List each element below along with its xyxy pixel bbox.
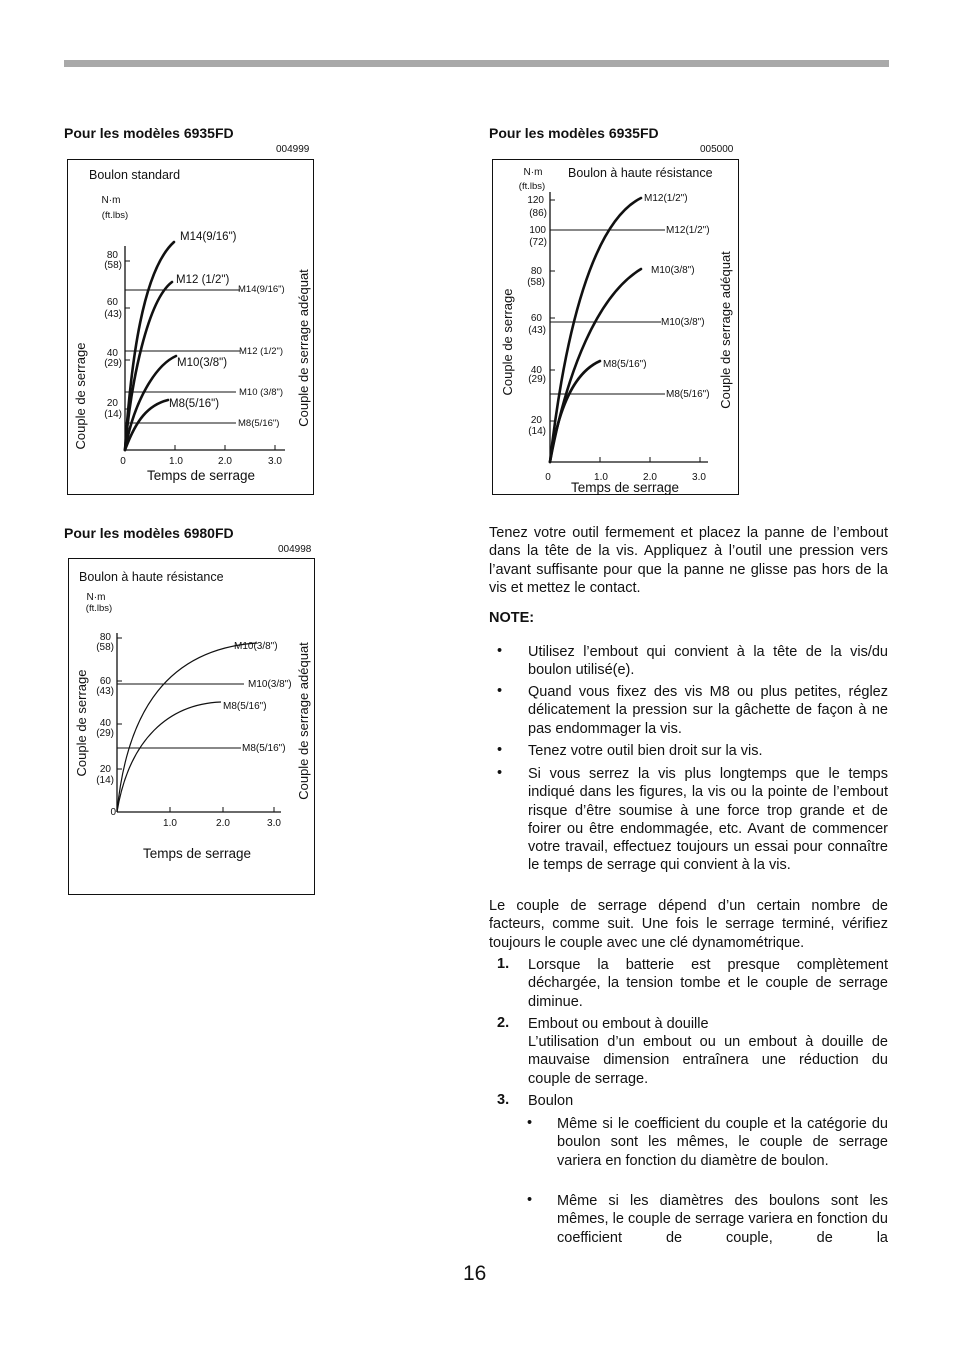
note-bullet: Utilisez l’embout qui convient à la tête de la vis/du boulon utilisé(e). [528, 644, 888, 679]
chart-c-svg [69, 559, 316, 896]
list-number: 1. [497, 956, 510, 972]
x-tick-label: 3.0 [268, 456, 282, 467]
factor-item-title: Boulon [528, 1093, 574, 1109]
x-tick-label: 3.0 [692, 472, 706, 483]
y-tick-sublabel: (43) [528, 325, 546, 336]
header-rule [64, 60, 889, 67]
chart-b-svg [493, 160, 740, 496]
curve-label: M12(1/2") [644, 193, 688, 204]
chart-c-title: Pour les modèles 6980FD [64, 525, 234, 541]
ref-line-label: M10(3/8") [248, 679, 292, 690]
chart-a-svg [68, 160, 315, 496]
ref-line-label: M8(5/16") [242, 743, 286, 754]
curve-m12 [550, 198, 641, 462]
bolt-type-label: Boulon à haute résistance [568, 166, 713, 180]
unit-nm: N·m [523, 167, 543, 178]
y-tick-sublabel: (14) [96, 775, 114, 786]
chart-a-code: 004999 [276, 144, 310, 155]
ref-line-label: M10 (3/8") [239, 387, 284, 398]
note-bullet: Quand vous fixez des vis M8 ou plus petites, réglez délicatement la pression sur la gâchette de façon à ne pas endommager la vis. [528, 684, 888, 737]
chart-b-code: 005000 [700, 144, 734, 155]
x-origin-label: 0 [120, 456, 126, 467]
bolt-type-label: Boulon à haute résistance [79, 570, 224, 584]
y-origin-label: 0 [110, 807, 116, 818]
factor-item-title: Embout ou embout à douille [528, 1016, 709, 1032]
bullet-mark: • [527, 1115, 533, 1131]
y-tick-sublabel: (43) [96, 686, 114, 697]
x-axis-label: Temps de serrage [142, 846, 252, 861]
curve-m10 [117, 643, 257, 812]
y-tick-label: 40 [106, 348, 118, 359]
x-origin-label: 0 [545, 472, 551, 483]
y-tick-sublabel: (58) [96, 642, 114, 653]
x-axis-label: Temps de serrage [146, 468, 256, 483]
bolt-type-label: Boulon standard [89, 168, 181, 182]
curve-label: M10(3/8") [651, 265, 695, 276]
x-tick-label: 2.0 [218, 456, 232, 467]
y-axis-label: Couple de serrage [74, 669, 89, 777]
x-axis-label: Temps de serrage [570, 480, 680, 495]
x-tick-label: 1.0 [594, 472, 608, 483]
x-tick-label: 2.0 [216, 818, 230, 829]
x-tick-label: 1.0 [169, 456, 183, 467]
ref-line-label: M8(5/16") [238, 418, 280, 429]
factor-item: Lorsque la batterie est presque complètement déchargée, la tension tombe et le couple de serrage diminue. [528, 957, 888, 1010]
curve-label: M10(3/8") [177, 357, 228, 369]
curve-label: M8(5/16") [169, 398, 220, 410]
curve-label: M10(3/8") [234, 641, 278, 652]
y-tick-sublabel: (14) [528, 426, 546, 437]
curve-m8 [117, 702, 221, 812]
note-bullet: Tenez votre outil bien droit sur la vis. [528, 743, 763, 759]
y-tick-label: 40 [99, 718, 111, 729]
ref-line-label: M12 (1/2") [239, 346, 284, 357]
note-heading: NOTE: [489, 610, 535, 626]
ref-line-label: M12(1/2") [666, 225, 710, 236]
y-tick-label: 20 [106, 398, 118, 409]
bullet-mark: • [497, 683, 503, 699]
y-tick-label: 40 [530, 365, 542, 376]
y-tick-label: 60 [99, 676, 111, 687]
chart-c [68, 558, 315, 895]
y-tick-sublabel: (14) [104, 409, 122, 420]
chart-c-code: 004998 [278, 544, 312, 555]
chart-b [492, 159, 739, 495]
ref-line-label: M14(9/16") [238, 284, 285, 295]
y-tick-label: 120 [527, 195, 544, 206]
y-tick-sublabel: (86) [529, 208, 547, 219]
note-bullet: Si vous serrez la vis plus longtemps que le temps indiqué dans les figures, la vis ou la pointe de l’embout risque d’être soumise à une force trop grande et de foirer ou être endommagée, etc. Avant de commencer votre travail, effectuez toujours un essai pour connaître le temps de serrage qui convient à la vis. [528, 766, 888, 874]
bullet-mark: • [497, 742, 503, 758]
bullet-mark: • [497, 643, 503, 659]
sub-bullet: Même si le coefficient du couple et la catégorie du boulon sont les mêmes, le couple de serrage variera en fonction du diamètre de boulon. [557, 1116, 888, 1169]
unit-ftlbs: (ft.lbs) [101, 210, 129, 221]
factors-paragraph: Le couple de serrage dépend d’un certain nombre de facteurs, comme suit. Une fois le serrage terminé, vérifiez toujours le couple avec une clé dynamométrique. [489, 898, 888, 951]
y-tick-label: 80 [530, 266, 542, 277]
list-number: 3. [497, 1092, 510, 1108]
intro-paragraph: Tenez votre outil fermement et placez la panne de l’embout dans la tête de la vis. Appliquez à l’outil une pression vers l’avant suffisante pour que la panne ne glisse pas hors de la vis et mettez le contact. [489, 525, 888, 596]
y-tick-sublabel: (43) [104, 309, 122, 320]
curve-label: M14(9/16") [180, 231, 237, 243]
bullet-mark: • [497, 765, 503, 781]
ref-line-label: M8(5/16") [666, 389, 710, 400]
y-tick-label: 100 [529, 225, 546, 236]
y-tick-sublabel: (29) [96, 728, 114, 739]
unit-ftlbs: (ft.lbs) [85, 603, 113, 614]
unit-ftlbs: (ft.lbs) [518, 181, 546, 192]
factor-item: L’utilisation d’un embout ou un embout à douille de mauvaise dimension entraînera une réduction du couple de serrage. [528, 1034, 888, 1087]
y-ticks [117, 638, 274, 812]
chart-b-title: Pour les modèles 6935FD [489, 125, 659, 141]
x-tick-label: 1.0 [163, 818, 177, 829]
sub-bullet: Même si les diamètres des boulons sont les mêmes, le couple de serrage variera en fonction du coefficient de couple, de la [557, 1193, 888, 1246]
curve-label: M12 (1/2") [176, 274, 230, 286]
y-tick-label: 80 [99, 632, 111, 643]
y-tick-sublabel: (29) [528, 374, 546, 385]
page-number: 16 [463, 1262, 487, 1285]
y-tick-sublabel: (58) [104, 260, 122, 271]
y-tick-label: 60 [106, 297, 118, 308]
y-axis-label-right: Couple de serrage adéquat [296, 269, 311, 427]
y-tick-label: 20 [99, 764, 111, 775]
unit-nm: N·m [86, 592, 106, 603]
y-axis-label-right: Couple de serrage adéquat [296, 642, 311, 800]
y-axis-label: Couple de serrage [73, 342, 88, 450]
y-axis-label-right: Couple de serrage adéquat [718, 251, 733, 409]
y-tick-sublabel: (58) [527, 277, 545, 288]
chart-a [67, 159, 314, 495]
curve-label: M8(5/16") [603, 359, 647, 370]
y-tick-sublabel: (72) [529, 237, 547, 248]
curve-label: M8(5/16") [223, 701, 267, 712]
list-number: 2. [497, 1015, 510, 1031]
y-tick-label: 80 [106, 250, 118, 261]
y-tick-sublabel: (29) [104, 358, 122, 369]
unit-nm: N·m [101, 195, 121, 206]
x-tick-label: 2.0 [643, 472, 657, 483]
y-axis-label: Couple de serrage [500, 288, 515, 396]
bullet-mark: • [527, 1192, 533, 1208]
ref-line-label: M10(3/8") [661, 317, 705, 328]
y-tick-label: 60 [530, 313, 542, 324]
y-tick-label: 20 [530, 415, 542, 426]
x-tick-label: 3.0 [267, 818, 281, 829]
chart-a-title: Pour les modèles 6935FD [64, 125, 234, 141]
